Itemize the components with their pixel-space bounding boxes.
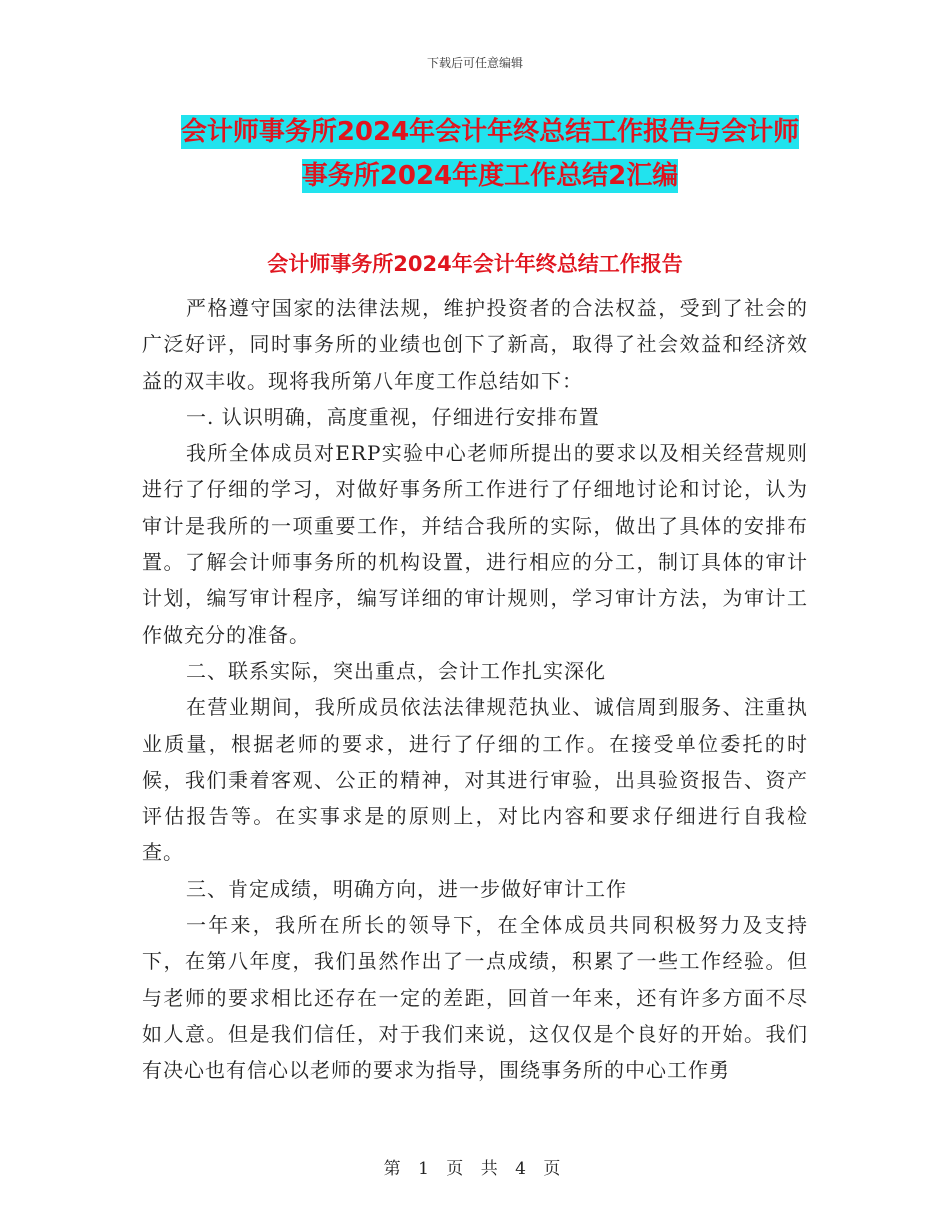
paragraph-section-3: 一年来，我所在所长的领导下，在全体成员共同积极努力及支持下，在第八年度，我们虽然作出了一点成绩，积累了一些工作经验。但与老师的要求相比还存在一定的差距，回首一年来，还有许多方面不尽如人意。但是我们信任，对于我们来说，这仅仅是个良好的开始。我们有决心也有信心以老师的要求为指导，围绕事务所的中心工作勇	[142, 913, 808, 1083]
document-title-line-2: 事务所2024年度工作总结2汇编	[301, 161, 679, 191]
paragraph-section-1: 我所全体成员对ERP实验中心老师所提出的要求以及相关经营规则进行了仔细的学习，对做好事务所工作进行了仔细地讨论和讨论，认为审计是我所的一项重要工作，并结合我所的实际，做出了具体的安排布置。了解会计师事务所的机构设置，进行相应的分工，制订具体的审计计划，编写审计程序，编写详细的审计规则，学习审计方法，为审计工作做充分的准备。	[142, 441, 808, 647]
section-title: 会计师事务所2024年会计年终总结工作报告	[267, 252, 683, 276]
heading-section-3: 三、肯定成绩，明确方向，进一步做好审计工作	[186, 876, 627, 901]
paragraph-intro: 严格遵守国家的法律法规，维护投资者的合法权益，受到了社会的广泛好评，同时事务所的业绩也创下了新高，取得了社会效益和经济效益的双丰收。现将我所第八年度工作总结如下：	[142, 296, 808, 393]
document-title	[150, 110, 830, 198]
header-note: 下载后可任意编辑	[426, 56, 523, 70]
body-text	[142, 290, 808, 1089]
document-title-line-1: 会计师事务所2024年会计年终总结工作报告与会计师	[180, 117, 800, 147]
heading-section-2: 二、联系实际，突出重点，会计工作扎实深化	[186, 658, 606, 683]
page-number-footer: 第 1 页 共 4 页	[383, 1159, 567, 1179]
heading-section-1: 一. 认识明确，高度重视，仔细进行安排布置	[186, 404, 600, 429]
paragraph-section-2: 在营业期间，我所成员依法法律规范执业、诚信周到服务、注重执业质量，根据老师的要求，进行了仔细的工作。在接受单位委托的时候，我们秉着客观、公正的精神，对其进行审验，出具验资报告、资产评估报告等。在实事求是的原则上，对比内容和要求仔细进行自我检查。	[142, 695, 808, 865]
